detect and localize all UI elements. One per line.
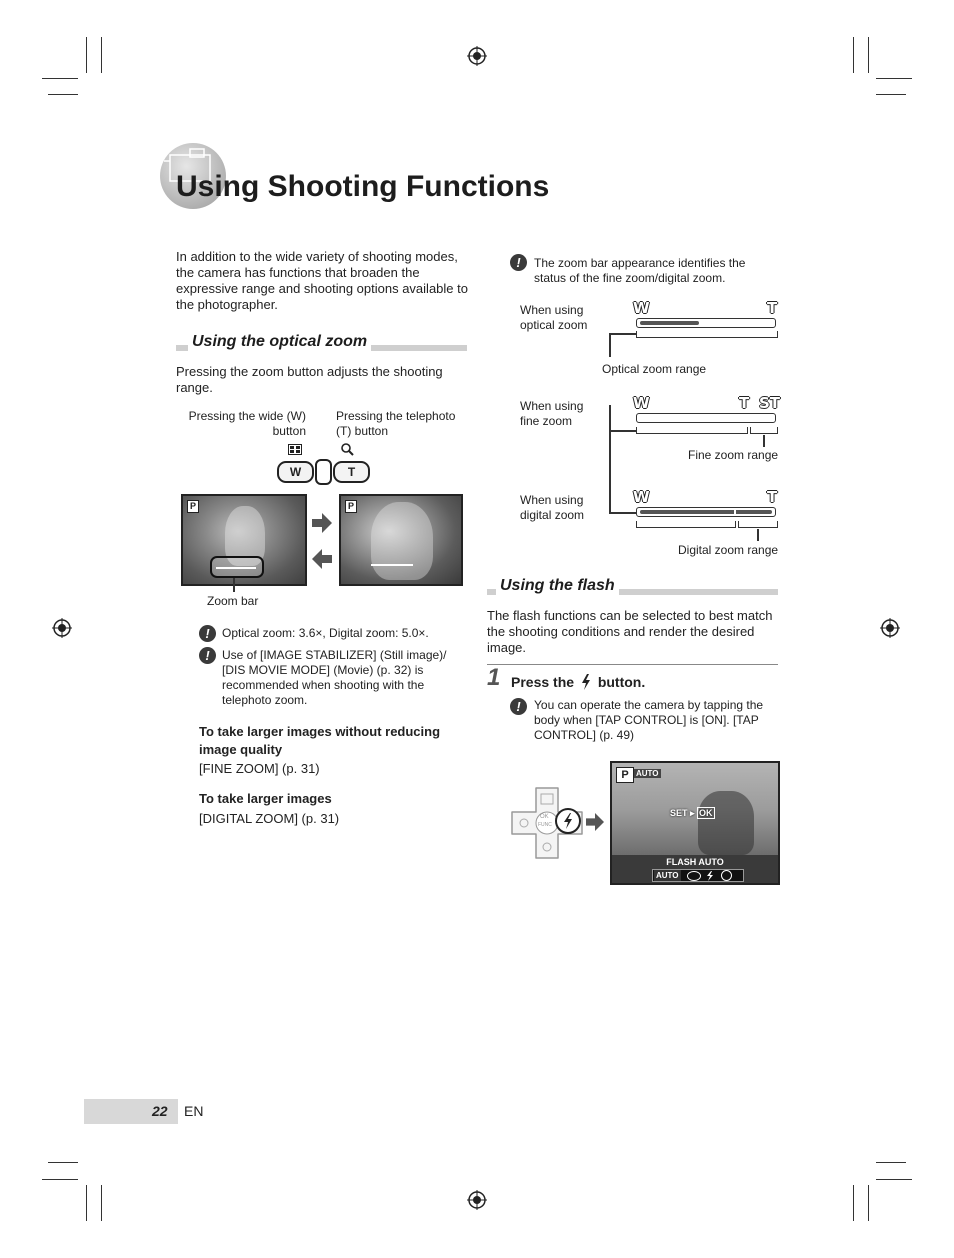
digital-part-bracket [738, 521, 778, 528]
mode-badge: P [187, 500, 199, 513]
optical-range-pointer [609, 333, 611, 357]
note-icon: ! [510, 254, 527, 271]
dial-ok-label: OK [540, 814, 549, 820]
page-number: 22 [152, 1103, 168, 1119]
tip-digital-zoom-heading: To take larger images [199, 791, 332, 806]
zoom-bar-note: The zoom bar appearance identifies the status of the fine zoom/digital zoom. [534, 256, 746, 285]
tip-digital-zoom-ref: [DIGITAL ZOOM] (p. 31) [199, 811, 340, 826]
fine-range-pointer [763, 435, 765, 447]
registration-mark-icon [52, 618, 72, 638]
tip-fine-zoom-heading: To take larger images without reducing image quality [199, 724, 441, 757]
digital-zoom-label: When using digital zoom [520, 493, 585, 522]
fine-zoom-bar [636, 413, 776, 423]
stabilizer-note: Use of [IMAGE STABILIZER] (Still image)/ [DIS MOVIE MODE] (Movie) (p. 32) is recommended when shooting with the telephoto zoom. [222, 648, 447, 707]
reading-woman-silhouette [698, 791, 754, 855]
flash-off-icon[interactable] [721, 870, 732, 881]
optical-part-bracket [636, 521, 736, 528]
bar-t-label: T [739, 394, 750, 412]
tap-control-note: You can operate the camera by tapping the body when [TAP CONTROL] is [ON]. [TAP CONTROL] (p. 49) [534, 698, 764, 742]
crop-mark [868, 1185, 869, 1221]
lever-center [315, 459, 332, 485]
optical-zoom-range-caption: Optical zoom range [602, 362, 707, 376]
dial-func-label: FUNC [538, 822, 552, 828]
crop-mark [101, 1185, 102, 1221]
zoom-spec-note: Optical zoom: 3.6×, Digital zoom: 5.0×. [222, 626, 429, 640]
arrow-right-icon [312, 513, 332, 533]
wide-grid-icon [288, 444, 302, 455]
step-press-text: Press the [511, 674, 575, 690]
set-ok-hint: SET ▸ OK [670, 808, 713, 818]
divider [487, 664, 778, 665]
zoom-lever[interactable] [276, 459, 368, 483]
optical-zoom-heading: Using the optical zoom [188, 333, 371, 351]
bar-t-label: T [767, 299, 778, 317]
magnify-icon [341, 443, 354, 456]
crop-mark [853, 37, 854, 73]
flash-screen [610, 761, 780, 885]
optical-zoom-label: When using optical zoom [520, 303, 588, 332]
digital-range-pointer [757, 529, 759, 541]
crop-mark [86, 37, 87, 73]
tele-button-caption: Pressing the telephoto (T) button [336, 409, 456, 438]
fine-part-bracket [750, 427, 778, 434]
flash-auto-option[interactable]: AUTO [656, 871, 679, 880]
fine-zoom-range-caption: Fine zoom range [688, 448, 779, 462]
note-icon: ! [199, 625, 216, 642]
crop-mark [48, 94, 78, 95]
optical-zoom-description: Pressing the zoom button adjusts the shooting range. [176, 364, 443, 395]
ok-key: OK [699, 808, 713, 818]
step-instruction [511, 674, 645, 690]
note-icon: ! [199, 647, 216, 664]
tele-preview-screen [339, 494, 463, 586]
crop-mark [86, 1185, 87, 1221]
crop-mark [42, 78, 78, 79]
flash-icon [557, 810, 579, 832]
optical-part-bracket [636, 427, 748, 434]
step-button-text: button. [597, 674, 646, 690]
fine-zoom-label: When using fine zoom [520, 399, 584, 428]
page-title: Using Shooting Functions [176, 170, 550, 203]
arrow-right-icon [586, 813, 604, 831]
bar-w-label: W [633, 299, 650, 317]
crop-mark [876, 1162, 906, 1163]
flash-on-icon[interactable] [706, 871, 714, 881]
digital-zoom-bar [636, 507, 776, 517]
step-number: 1 [487, 664, 501, 691]
digital-zoom-range-caption: Digital zoom range [678, 543, 779, 557]
flash-icon [581, 674, 591, 690]
flash-heading: Using the flash [496, 577, 619, 595]
registration-mark-icon [467, 1190, 487, 1210]
zoom-bar-display [369, 558, 415, 570]
bar-w-label: W [633, 394, 650, 412]
crop-mark [101, 37, 102, 73]
optical-range-bracket [636, 331, 778, 338]
bar-t-label: T [767, 488, 778, 506]
optical-zoom-bar [636, 318, 776, 328]
wide-button-caption: Pressing the wide (W) button [188, 409, 306, 438]
flash-options [652, 869, 744, 882]
mode-badge: P [616, 767, 634, 783]
registration-mark-icon [467, 46, 487, 66]
note-icon: ! [510, 698, 527, 715]
crop-mark [48, 1162, 78, 1163]
zoom-bar-pointer [233, 578, 235, 592]
language-label: EN [184, 1103, 204, 1119]
redeye-icon[interactable] [687, 871, 701, 881]
zoom-bar-caption: Zoom bar [207, 594, 259, 608]
arrow-left-icon [312, 549, 332, 569]
flash-menu-panel [612, 855, 778, 883]
flash-key-button[interactable] [555, 808, 581, 834]
t-button[interactable]: T [333, 461, 370, 483]
registration-mark-icon [880, 618, 900, 638]
tip-fine-zoom-ref: [FINE ZOOM] (p. 31) [199, 761, 320, 776]
mode-sub-label: AUTO [636, 769, 659, 778]
crop-mark [42, 1179, 78, 1180]
mode-badge: P [345, 500, 357, 513]
w-button[interactable]: W [277, 461, 314, 483]
crop-mark [876, 94, 906, 95]
intro-text: In addition to the wide variety of shooting modes, the camera has functions that broaden the expressive range and shooting options available to the photographer. [176, 249, 468, 312]
crop-mark [876, 1179, 912, 1180]
flash-description: The flash functions can be selected to best match the shooting conditions and render the desired image. [487, 608, 773, 655]
bar-w-label: W [633, 488, 650, 506]
crop-mark [876, 78, 912, 79]
zoom-bar-display [210, 556, 264, 578]
bar-st-label: ST [759, 394, 781, 412]
optical-zoom-fill [640, 321, 699, 325]
flash-menu-title: FLASH AUTO [666, 857, 724, 867]
crop-mark [868, 37, 869, 73]
wide-preview-screen [181, 494, 307, 586]
crop-mark [853, 1185, 854, 1221]
